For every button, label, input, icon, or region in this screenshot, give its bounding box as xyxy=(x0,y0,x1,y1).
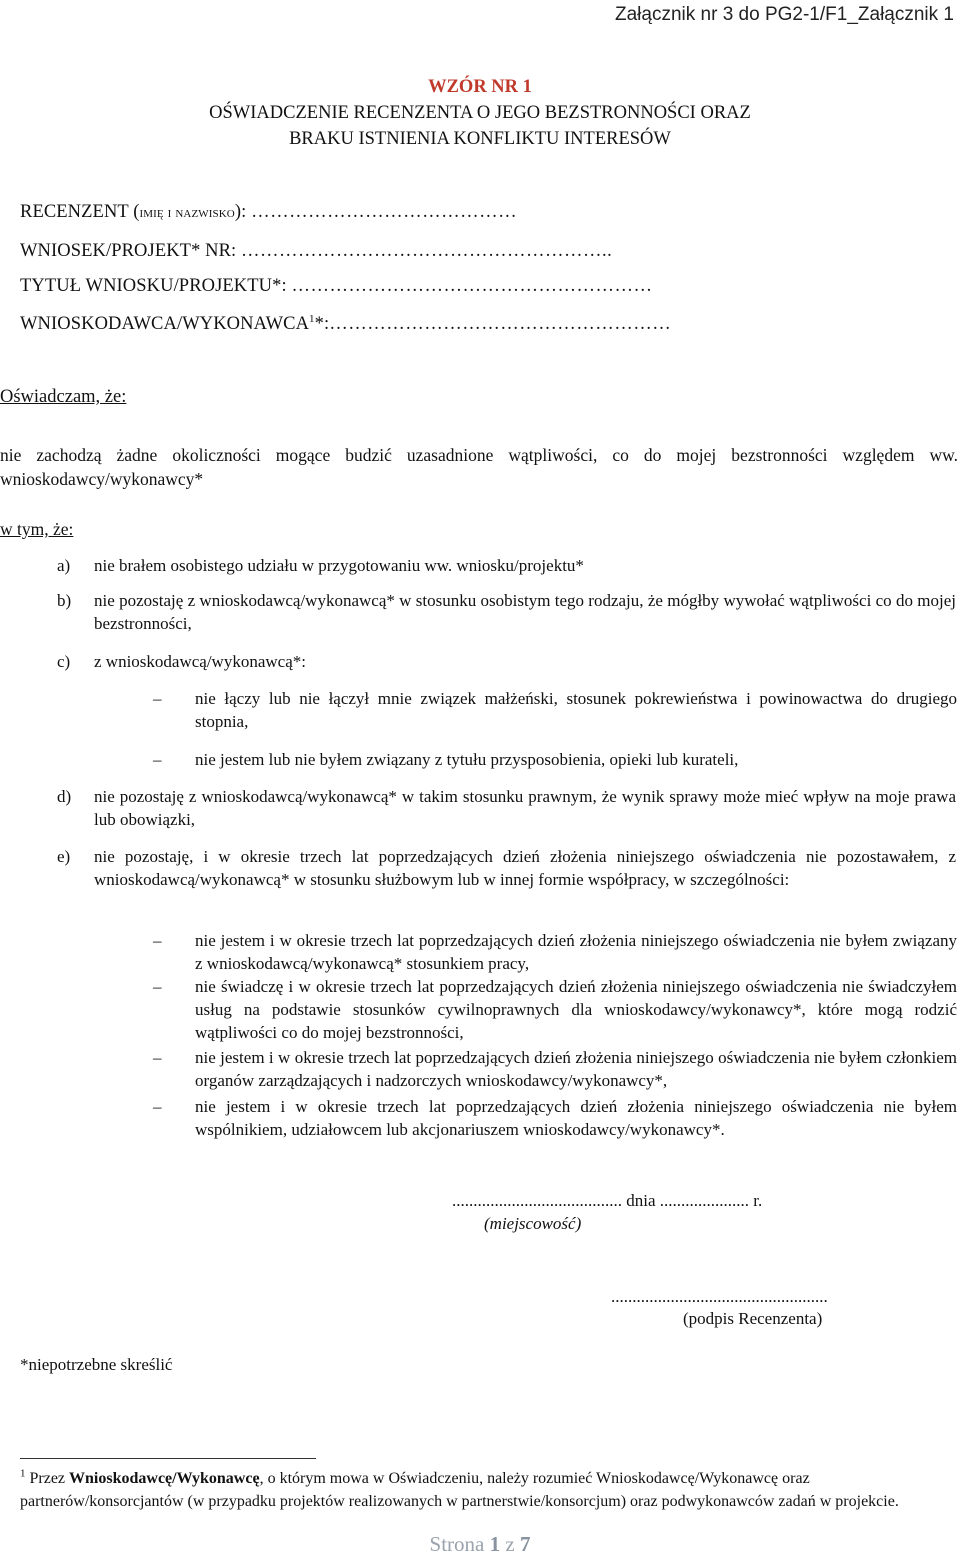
place-date-line: ........................................ dnia ..................... r. xyxy=(452,1191,763,1210)
list-item-text: z wnioskodawcą/wykonawcą*: xyxy=(94,652,306,671)
list-item xyxy=(57,554,957,578)
dash-marker: – xyxy=(153,1097,162,1116)
applicant-label: WNIOSKODAWCA/WYKONAWCA xyxy=(20,314,310,334)
reviewer-label-close: ): xyxy=(234,202,247,222)
reviewer-fill-line: …………………………………… xyxy=(251,202,518,222)
list-item-text: nie pozostaję z wnioskodawcą/wykonawcą* w stosunku osobistym tego rodzaju, że mógłby wywołać wątpliwości co do mojej bezstronności, xyxy=(94,591,956,633)
sub-list-item xyxy=(153,1095,957,1143)
sub-list-item xyxy=(153,1046,957,1094)
declaration-intro: nie zachodzą żadne okoliczności mogące budzić uzasadnione wątpliwości, co do mojej bezstronności względem ww. wnioskodawcy/wykonawcy* xyxy=(0,445,958,489)
application-number-label: WNIOSEK/PROJEKT* NR: xyxy=(20,241,237,261)
in-particular-heading xyxy=(0,517,73,541)
dash-marker: – xyxy=(153,931,162,950)
application-title-label: TYTUŁ WNIOSKU/PROJEKTU*: xyxy=(20,276,287,296)
list-item xyxy=(57,589,957,637)
list-item-letter: e) xyxy=(57,847,71,866)
application-title-fill-line: ………………………………………………… xyxy=(291,276,653,296)
list-item xyxy=(57,845,957,917)
template-number: WZÓR NR 1 xyxy=(428,77,532,97)
document-title xyxy=(0,74,960,152)
in-particular-text: w tym, że: xyxy=(0,519,74,539)
footnote-ref: 1 xyxy=(309,312,315,325)
applicant-fill-line: ……………………………………………… xyxy=(329,314,672,334)
page-current: 1 xyxy=(489,1532,501,1556)
footnote-pre: Przez xyxy=(25,1470,70,1487)
reviewer-label: RECENZENT ( xyxy=(20,202,140,222)
application-number-fill-line: ………………………………………………….. xyxy=(241,241,613,261)
list-item-letter: c) xyxy=(57,652,71,671)
footnote-separator xyxy=(20,1458,316,1459)
footnote-number: 1 xyxy=(20,1467,26,1480)
signature-label: (podpis Recenzenta) xyxy=(683,1309,823,1328)
footnote-bold-term: Wnioskodawcę/Wykonawcę xyxy=(69,1470,260,1487)
application-title-field xyxy=(20,276,652,297)
sub-list-item xyxy=(153,748,957,772)
page-total: 7 xyxy=(519,1532,531,1556)
reviewer-name-field xyxy=(20,202,517,223)
sub-list-item-text: nie jestem i w okresie trzech lat poprzedzających dzień złożenia niniejszego oświadczenia nie byłem wspólnikiem, udziałowcem lub akcjonariuszem wnioskodawcy/wykonawcy*. xyxy=(195,1097,957,1139)
reviewer-label-hint: imię i nazwisko xyxy=(139,204,235,221)
sub-list-item-text: nie jestem i w okresie trzech lat poprzedzających dzień złożenia niniejszego oświadczenia nie byłem związany z wnioskodawcą/wykonawcą* stosunkiem pracy, xyxy=(195,931,957,973)
footnote-body: , o którym mowa w Oświadczeniu, należy rozumieć Wnioskodawcę/Wykonawcę oraz partnerów/konsorcjantów (w przypadku projektów realizowanych w partnerstwie/konsorcjum) oraz podwykonawców zadań w projekcie. xyxy=(20,1470,899,1510)
list-item-letter: b) xyxy=(57,591,72,610)
signature-line: ................................................... xyxy=(611,1287,828,1306)
footnote xyxy=(20,1467,950,1513)
sub-list-item-text: nie świadczę i w okresie trzech lat poprzedzających dzień złożenia niniejszego oświadczenia nie świadczyłem usług na podstawie stosunków cywilnoprawnych dla wnioskodawcy/wykonawcy*, które mogą rodzić wątpliwości co do mojej bezstronności, xyxy=(195,977,957,1042)
list-item-letter: d) xyxy=(57,787,72,806)
sub-list-item xyxy=(153,687,957,735)
document-header: Załącznik nr 3 do PG2-1/F1_Załącznik 1 xyxy=(615,4,954,25)
dash-marker: – xyxy=(153,1048,162,1067)
list-item xyxy=(57,650,957,674)
list-item-text: nie pozostaję z wnioskodawcą/wykonawcą* w takim stosunku prawnym, że wynik sprawy może mieć wpływ na moje prawa lub obowiązki, xyxy=(94,787,956,829)
sub-list-item xyxy=(153,975,957,1047)
dash-marker: – xyxy=(153,977,162,996)
list-item-text: nie pozostaję, i w okresie trzech lat poprzedzających dzień złożenia niniejszego oświadczenia nie pozostawałem, z wnioskodawcą/wykonawcą* w stosunku służbowym lub w innej formie współpracy, w szczególności: xyxy=(94,847,956,889)
dash-marker: – xyxy=(153,689,162,708)
sub-list-item xyxy=(153,929,957,977)
place-label: (miejscowość) xyxy=(484,1214,582,1233)
strike-note: *niepotrzebne skreślić xyxy=(20,1355,173,1374)
list-item-text: nie brałem osobistego udziału w przygotowaniu ww. wniosku/projektu* xyxy=(94,556,584,575)
sub-list-item-text: nie jestem i w okresie trzech lat poprzedzających dzień złożenia niniejszego oświadczenia nie byłem członkiem organów zarządzających i nadzorczych wnioskodawcy/wykonawcy*, xyxy=(195,1048,957,1090)
page-number xyxy=(0,1532,960,1557)
declaration-heading: Oświadczam, że: xyxy=(0,387,127,407)
page-prefix: Strona xyxy=(429,1532,485,1556)
dash-marker: – xyxy=(153,750,162,769)
title-line-2: BRAKU ISTNIENIA KONFLIKTU INTERESÓW xyxy=(289,129,671,149)
applicant-field xyxy=(20,314,671,335)
list-item-letter: a) xyxy=(57,556,71,575)
title-line-1: OŚWIADCZENIE RECENZENTA O JEGO BEZSTRONNOŚCI ORAZ xyxy=(209,103,751,123)
application-number-field xyxy=(20,241,612,262)
sub-list-item-text: nie jestem lub nie byłem związany z tytułu przysposobienia, opieki lub kurateli, xyxy=(195,750,739,769)
applicant-label-suffix: *: xyxy=(314,314,330,334)
list-item xyxy=(57,785,957,833)
page-of: z xyxy=(505,1532,515,1556)
sub-list-item-text: nie łączy lub nie łączył mnie związek małżeński, stosunek pokrewieństwa i powinowactwa do drugiego stopnia, xyxy=(195,689,957,731)
